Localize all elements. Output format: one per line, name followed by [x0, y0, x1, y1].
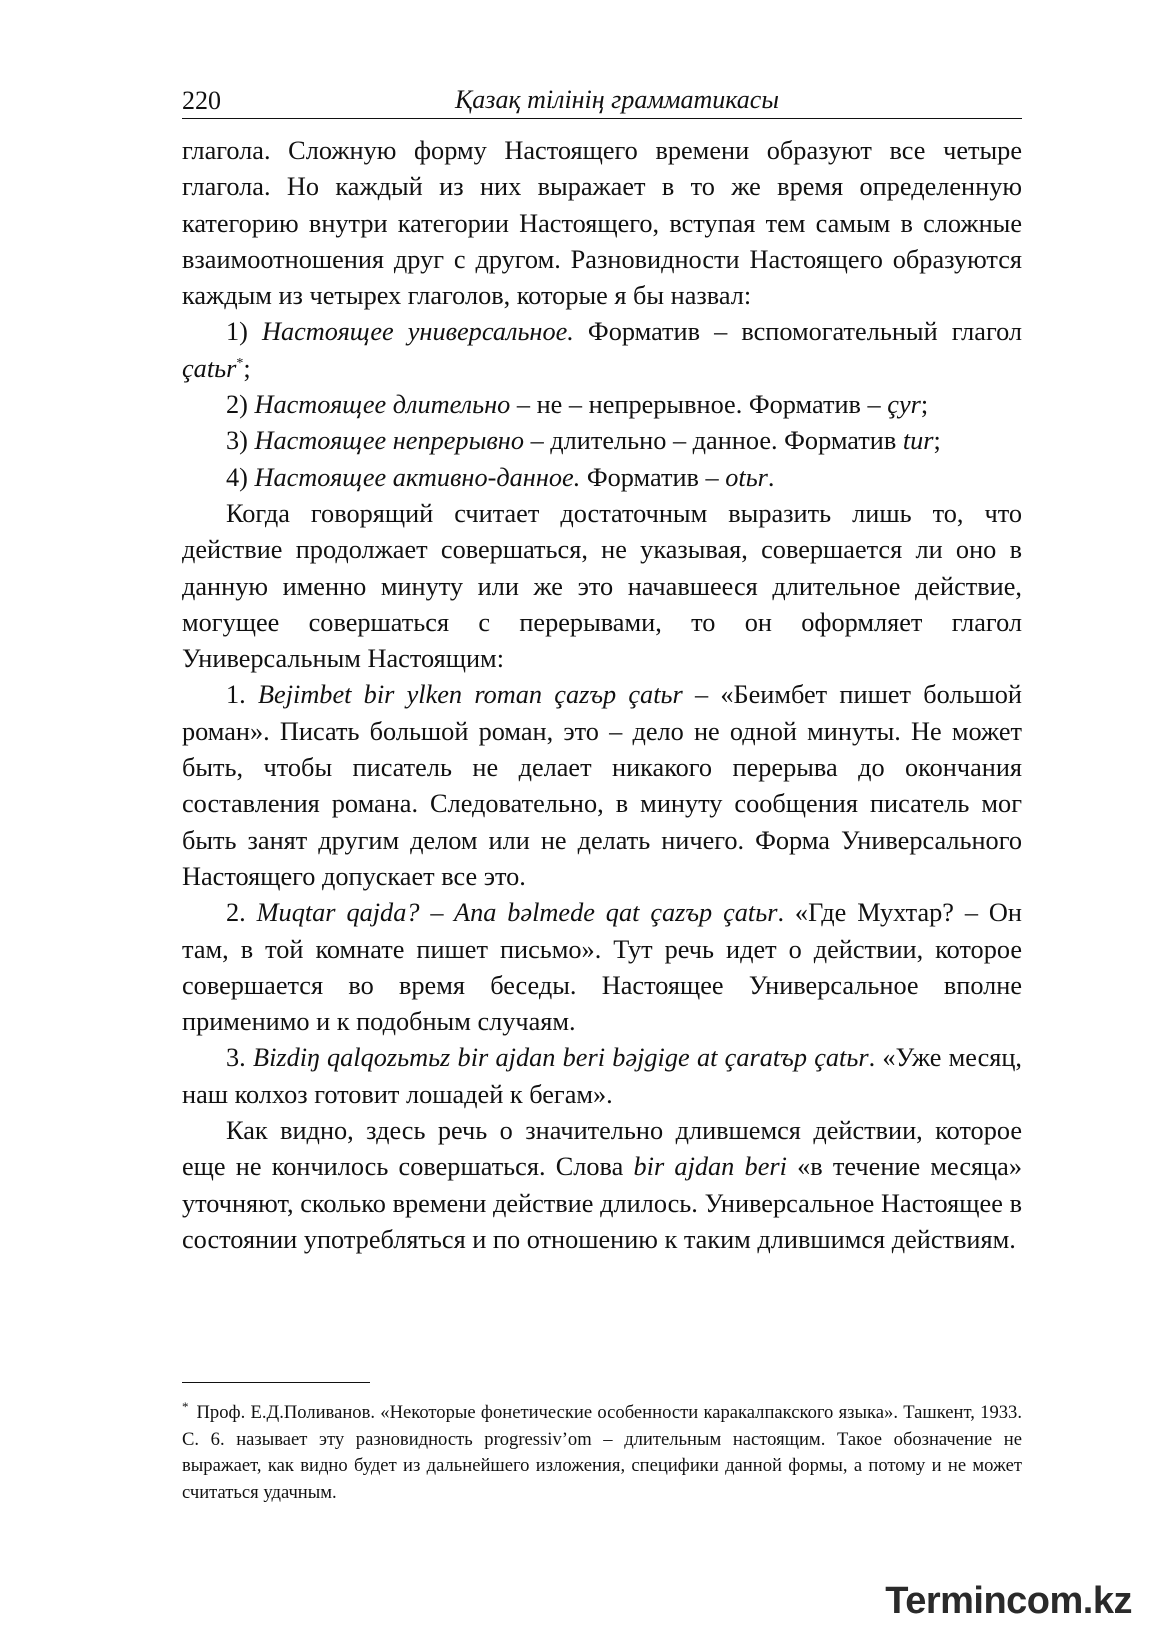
list-item-3: 3) Настоящее непрерывно – длительно – данное. Форматив tur;	[226, 426, 941, 456]
paragraph-intro: глагола. Сложную форму Настоящего времени образуют все четыре глагола. Но каждый из них выражает в то же время определенную категорию внутри категории Настоящего, вступая тем самым в сложные взаимоотношения друг с другом. Разновидности Настоящего образуются каждым из четырех глаголов, которые я бы назвал:	[182, 136, 1022, 311]
page	[182, 80, 1022, 1258]
list-item-1: 1) Настоящее универсальное. Форматив – вспомогательный глагол çatьr*;	[182, 317, 1023, 383]
footnote-text: Проф. Е.Д.Поливанов. «Некоторые фонетические особенности каракалпакского языка». Ташкент, 1933. С. 6. называет эту разновидность progressiv’om – длительным настоящим. Такое обозначение не выражает, как видно будет из дальнейшего изложения, специфики данной формы, а потому и не может считаться удачным.	[182, 1402, 1022, 1503]
list-item-2: 2) Настоящее длительно – не – непрерывное. Форматив – çyr;	[226, 390, 929, 420]
body-text	[182, 133, 1022, 1258]
example-3: 3. Bizdiŋ qalqozьmьz bir ajdan beri bəjgige at çaratъp çatьr. «Уже месяц, наш колхоз готовит лошадей к бегам».	[182, 1043, 1023, 1109]
example-1: 1. Bejimbet bir ylken roman çazъp çatьr – «Беимбет пишет большой роман». Писать большой роман, это – дело не одной минуты. Не может быть, чтобы писатель не делает никакого перерыва до окончания составления романа. Следовательно, в минуту сообщения писатель мог быть занят другим делом или не делать ничего. Форма Универсального Настоящего допускает все это.	[182, 680, 1022, 891]
page-number: 220	[182, 86, 221, 115]
list-item-4: 4) Настоящее активно-данное. Форматив – otьr.	[226, 462, 775, 492]
paragraph-conclusion: Как видно, здесь речь о значительно длившемся действии, которое еще не кончилось совершаться. Слова bir ajdan beri «в течение месяца» уточняют, сколько времени действие длилось. Универсальное Настоящее в состоянии употребляться и по отношению к таким длившимся действиям.	[182, 1116, 1022, 1254]
footnote-divider	[182, 1382, 370, 1383]
page-header	[182, 80, 1022, 119]
paragraph-explanation: Когда говорящий считает достаточным выразить лишь то, что действие продолжает совершаться, не указывая, совершается ли оно в данную именно минуту или же это начавшееся длительное действие, могущее совершаться с перерывами, то он оформляет глагол Универсальным Настоящим:	[182, 498, 1022, 674]
watermark-logo: Termincom.kz	[885, 1580, 1132, 1622]
footnote	[182, 1400, 1022, 1506]
footnote-mark: *	[182, 1398, 189, 1414]
running-title: Қазақ тілінің грамматикасы	[455, 85, 779, 114]
footnote-reference: *	[236, 356, 244, 372]
example-2: 2. Muqtar qajda? – Ana bəlmede qat çazъp çatьr. «Где Мухтар? – Он там, в той комнате пишет письмо». Тут речь идет о действии, которое совершается во время беседы. Настоящее Универсальное вполне применимо и к подобным случаям.	[182, 898, 1022, 1037]
